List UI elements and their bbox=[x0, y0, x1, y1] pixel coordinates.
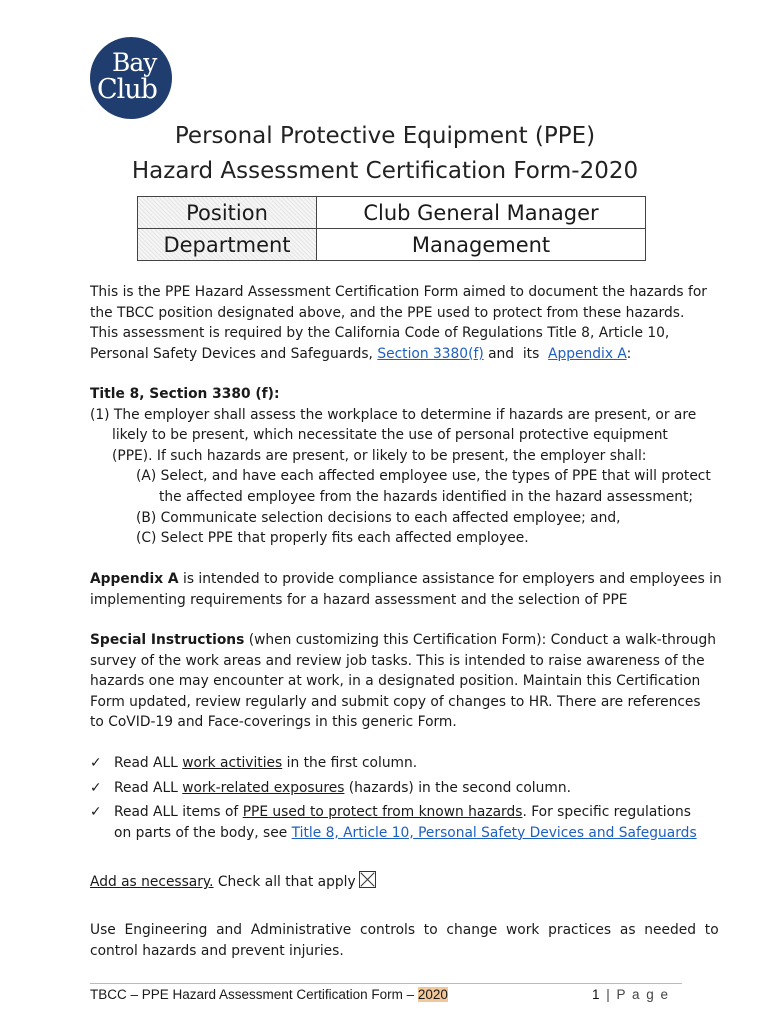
regulation-section bbox=[90, 384, 711, 549]
regulation-item-1-cont: likely to be present, which necessitate the use of personal protective equipment bbox=[112, 427, 668, 444]
position-value: Club General Manager bbox=[317, 197, 646, 229]
document-title-line1: Personal Protective Equipment (PPE) bbox=[174, 123, 596, 149]
special-line: survey of the work areas and review job tasks. This is intended to raise awareness of the bbox=[90, 652, 705, 669]
intro-text: and its bbox=[483, 345, 549, 362]
checklist-text: in the first column. bbox=[282, 755, 418, 771]
add-as-necessary-line bbox=[90, 871, 690, 893]
footer-year: 2020 bbox=[417, 987, 448, 1002]
checklist-item-1 bbox=[90, 753, 690, 774]
appendix-a-link[interactable]: Appendix A bbox=[548, 345, 627, 362]
department-label: Department bbox=[138, 229, 317, 261]
add-as-necessary-text: Add as necessary. bbox=[90, 874, 214, 890]
controls-line: Use Engineering and Administrative controls to change work practices as needed to bbox=[90, 922, 719, 938]
section-3380f-link[interactable]: Section 3380(f) bbox=[377, 345, 484, 362]
intro-paragraph bbox=[90, 282, 707, 364]
checklist-text: on parts of the body, see bbox=[114, 824, 292, 841]
special-line: Form updated, review regularly and submit copy of changes to HR. There are references bbox=[90, 693, 701, 710]
checklist-text: Read ALL bbox=[114, 755, 183, 771]
appendix-line: implementing requirements for a hazard assessment and the selection of PPE bbox=[90, 591, 628, 608]
regulation-item-1-cont: (PPE). If such hazards are present, or likely to be present, the employer shall: bbox=[112, 447, 647, 464]
regulation-item-a: (A) Select, and have each affected employee use, the types of PPE that will protect bbox=[136, 468, 711, 485]
page-label: | P a g e bbox=[601, 987, 670, 1002]
checklist-underlined: PPE used to protect from known hazards bbox=[242, 804, 523, 821]
title-8-article-10-link[interactable]: Title 8, Article 10, Personal Safety Devices and Safeguards bbox=[291, 824, 697, 841]
checklist-text: Read ALL bbox=[114, 779, 183, 796]
checklist-item-3-cont bbox=[90, 823, 697, 844]
regulation-item-c: (C) Select PPE that properly fits each affected employee. bbox=[136, 530, 529, 547]
checklist bbox=[90, 753, 697, 843]
regulation-item-1: (1) The employer shall assess the workplace to determine if hazards are present, or are bbox=[90, 406, 697, 423]
checklist-item-3 bbox=[90, 802, 690, 823]
bay-club-logo bbox=[90, 37, 172, 119]
special-line: hazards one may encounter at work, in a designated position. Maintain this Certification bbox=[90, 673, 701, 690]
intro-line: the TBCC position designated above, and the PPE used to protect from these hazards. bbox=[90, 304, 685, 321]
position-label: Position bbox=[138, 197, 317, 229]
page-indicator bbox=[592, 987, 670, 1002]
appendix-line bbox=[90, 569, 722, 590]
regulation-item-b: (B) Communicate selection decisions to each affected employee; and, bbox=[136, 509, 621, 526]
special-line bbox=[90, 630, 716, 651]
document-title-line2: Hazard Assessment Certification Form-2020 bbox=[131, 158, 639, 184]
intro-line bbox=[90, 344, 690, 365]
checked-box-icon[interactable] bbox=[359, 871, 376, 888]
check-icon: ✓ bbox=[90, 779, 102, 796]
footer-divider bbox=[90, 983, 682, 984]
appendix-text: is intended to provide compliance assistance for employers and employees in bbox=[178, 571, 722, 587]
check-icon: ✓ bbox=[90, 755, 102, 771]
checklist-text: (hazards) in the second column. bbox=[344, 779, 571, 796]
logo-text-club: Club bbox=[97, 74, 157, 105]
department-value: Management bbox=[317, 229, 646, 261]
checklist-underlined: work-related exposures bbox=[182, 779, 345, 796]
intro-line: This is the PPE Hazard Assessment Certification Form aimed to document the hazards for bbox=[90, 284, 707, 300]
regulation-item-a-cont: the affected employee from the hazards identified in the hazard assessment; bbox=[159, 488, 694, 505]
checklist-text: Read ALL items of bbox=[114, 804, 243, 821]
intro-text: Personal Safety Devices and Safeguards, bbox=[90, 345, 378, 362]
special-instructions-paragraph bbox=[90, 630, 716, 733]
controls-line: control hazards and prevent injuries. bbox=[90, 942, 344, 959]
intro-text: : bbox=[626, 345, 632, 362]
checklist-text: . For specific regulations bbox=[522, 804, 691, 821]
intro-line: This assessment is required by the California Code of Regulations Title 8, Article 10, bbox=[90, 325, 670, 342]
check-icon: ✓ bbox=[90, 804, 102, 821]
special-line: to CoVID-19 and Face-coverings in this generic Form. bbox=[90, 714, 457, 731]
check-all-text: Check all that apply bbox=[213, 874, 356, 890]
controls-paragraph bbox=[90, 920, 719, 961]
section-heading: Title 8, Section 3380 (f): bbox=[90, 386, 280, 402]
logo-text-bay: Bay bbox=[112, 48, 157, 77]
appendix-paragraph bbox=[90, 569, 722, 610]
footer-title bbox=[90, 987, 448, 1002]
page-number: 1 bbox=[592, 987, 602, 1002]
special-instructions-label: Special Instructions bbox=[90, 632, 245, 648]
checklist-underlined: work activities bbox=[182, 755, 283, 771]
footer-text: TBCC – PPE Hazard Assessment Certification Form – bbox=[90, 987, 418, 1002]
special-text: (when customizing this Certification Form): Conduct a walk-through bbox=[244, 632, 716, 648]
checklist-item-2 bbox=[90, 778, 690, 799]
appendix-label: Appendix A bbox=[90, 571, 179, 587]
position-info-table bbox=[137, 196, 646, 261]
add-line bbox=[90, 871, 690, 893]
